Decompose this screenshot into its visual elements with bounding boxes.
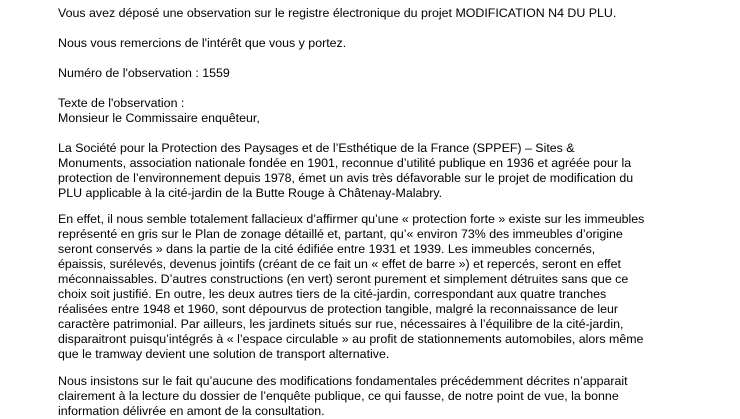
paragraph-line: que le tramway devient une solution de transport alternative. [58, 347, 390, 361]
paragraph-line: choix soit justifié. En outre, les deux autres tiers de la cité-jardin, correspondant aux quatre tranches [58, 287, 607, 301]
paragraph-line: seront conservés » dans la partie de la cité édifiée entre 1931 et 1939. Les immeubles concernés, [58, 242, 596, 256]
intro-paragraph [58, 6, 616, 21]
text-label: Texte de l'observation : [58, 96, 185, 110]
paragraph-line: En effet, il nous semble totalement fallacieux d’affirmer qu’une « protection forte » existe sur les immeubles [58, 212, 645, 226]
paragraph-line: La Société pour la Protection des Paysages et de l’Esthétique de la France (SPPEF) – Sites & [58, 141, 575, 155]
paragraph-line: PLU applicable à la cité-jardin de la Butte Rouge à Châtenay-Malabry. [58, 186, 443, 200]
paragraph-line: Monuments, association nationale fondée en 1901, reconnue d’utilité publique en 1936 et agréée pour la [58, 156, 632, 170]
observation-number [58, 66, 230, 81]
paragraph-line: protection de l’environnement depuis 1978, émet un avis très défavorable sur le projet de modification du [58, 171, 634, 185]
intro-text: Vous avez déposé une observation sur le registre électronique du projet MODIFICATION N4 DU PLU. [58, 6, 617, 20]
sppef-paragraph [58, 141, 633, 201]
paragraph-line: disparaitront puisqu’intégrés à « l’espace circulable » au profit de stationnements automobiles, alors même [58, 332, 644, 346]
thanks-text: Nous vous remercions de l'intérêt que vous y portez. [58, 36, 347, 50]
paragraph-line: méconnaissables. D’autres constructions (en vert) seront purement et simplement détruites sans que ce [58, 272, 629, 286]
paragraph-line: représenté en gris sur le Plan de zonage détaillé et, partant, qu’« environ 73% des immeubles d’origine [58, 227, 623, 241]
paragraph-line: caractère patrimonial. Par ailleurs, les jardinets situés sur rue, nécessaires à l’équilibre de la cité-jardin, [58, 317, 624, 331]
salutation: Monsieur le Commissaire enquêteur, [58, 111, 260, 125]
paragraph-line: information délivrée en amont de la consultation. [58, 404, 325, 418]
paragraph-line: réalisées entre 1948 et 1960, sont dépourvus de protection tangible, malgré la reconnaissance de leur [58, 302, 619, 316]
paragraph-line: clairement à la lecture du dossier de l’enquête publique, ce qui fausse, de notre point de vue, la bonne [58, 389, 619, 403]
effet-paragraph [58, 212, 644, 362]
insist-paragraph [58, 374, 628, 419]
observation-number-text: Numéro de l'observation : 1559 [58, 66, 230, 80]
thanks-paragraph [58, 36, 346, 51]
paragraph-line: épaissis, surélevés, devenus jointifs (créant de ce fait un « effet de barre ») et repercés, seront en effet [58, 257, 621, 271]
observation-text-header [58, 96, 260, 126]
paragraph-line: Nous insistons sur le fait qu’aucune des modifications fondamentales précédemment décrites n’apparait [58, 374, 628, 388]
